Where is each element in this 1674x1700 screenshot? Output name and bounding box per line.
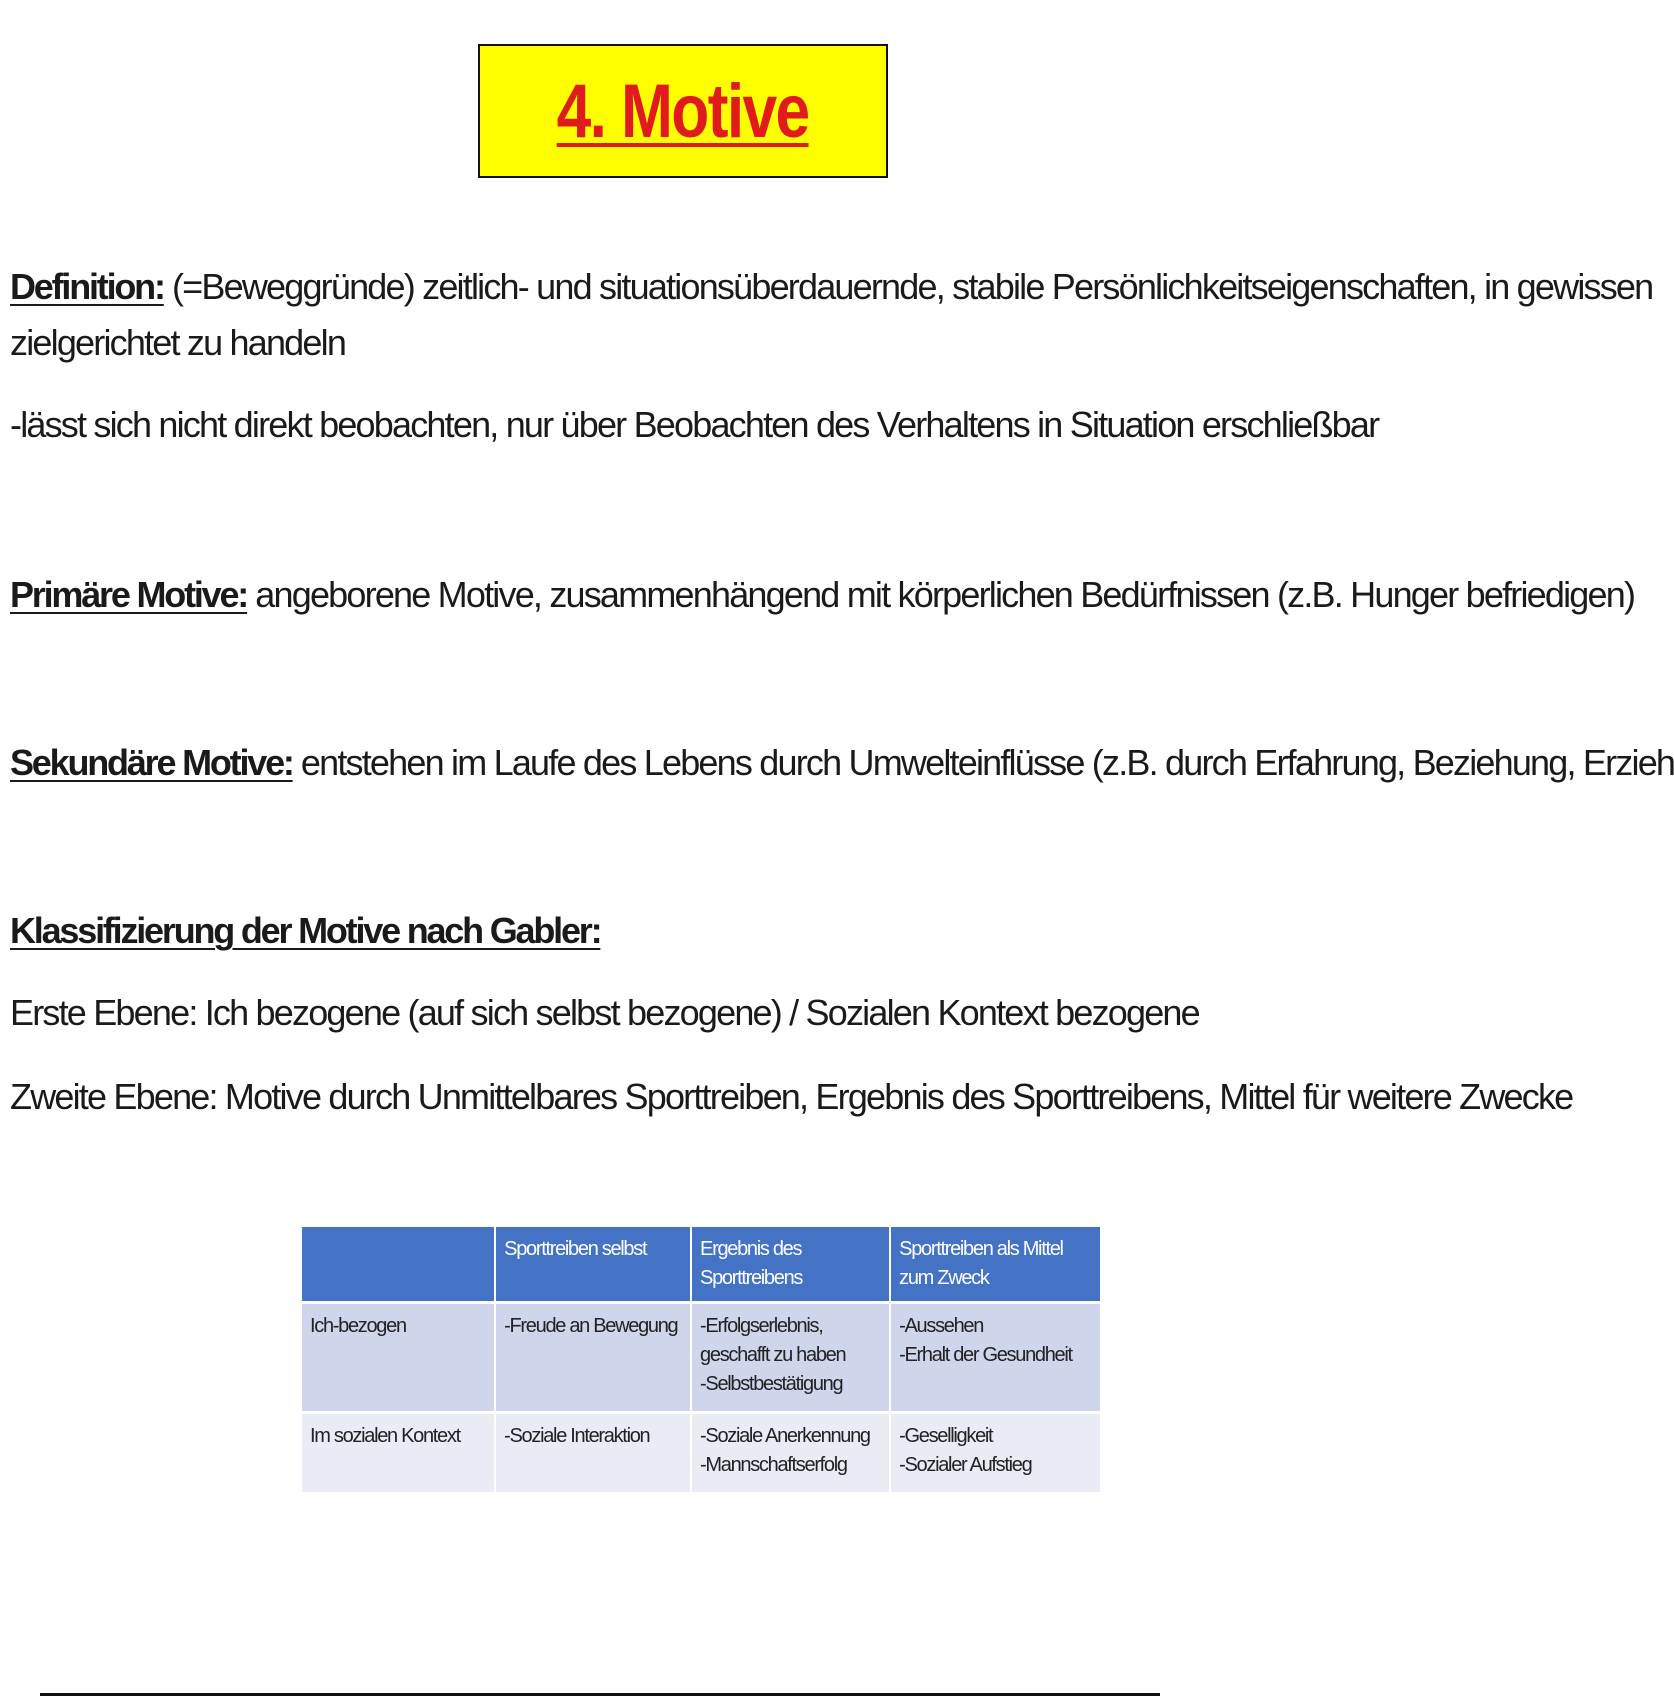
definition-line-2: zielgerichtet zu handeln: [10, 322, 346, 363]
cell-item: -Soziale Anerkennung: [700, 1425, 870, 1447]
table-header-cell: Sporttreiben selbst: [496, 1227, 692, 1304]
table-cell: [692, 1414, 891, 1495]
page-title: 4. Motive: [557, 68, 809, 154]
cell-item: -Geselligkeit: [899, 1425, 993, 1447]
primary-motives-label: Primäre Motive:: [10, 574, 248, 615]
cell-item: -Freude an Bewegung: [504, 1315, 678, 1337]
table-header-cell: [302, 1227, 496, 1304]
table-header-cell: Sporttreiben als Mittel zum Zweck: [891, 1227, 1102, 1304]
cell-item: -Selbstbestätigung: [700, 1373, 843, 1395]
secondary-motives-line: [10, 742, 1674, 783]
bottom-divider: [40, 1693, 1160, 1696]
table-header-cell: Ergebnis des Sporttreibens: [692, 1227, 891, 1304]
cell-item: -Sozialer Aufstieg: [899, 1454, 1032, 1476]
table-header-row: [302, 1227, 1102, 1304]
classification-heading-text: Klassifizierung der Motive nach Gabler:: [10, 910, 601, 951]
classification-level-2: Zweite Ebene: Motive durch Unmittelbares Sporttreiben, Ergebnis des Sporttreibens, Mittel für weitere Zwecke: [10, 1076, 1573, 1117]
definition-line: [10, 266, 1652, 307]
definition-note: -lässt sich nicht direkt beobachten, nur über Beobachten des Verhaltens in Situation erschließbar: [10, 404, 1379, 445]
row-label: Ich-bezogen: [302, 1304, 496, 1414]
cell-item: -Erhalt der Gesundheit: [899, 1344, 1072, 1366]
classification-level-1: Erste Ebene: Ich bezogene (auf sich selbst bezogene) / Sozialen Kontext bezogene: [10, 992, 1199, 1033]
table-cell: [891, 1304, 1102, 1414]
table-row: [302, 1414, 1102, 1495]
secondary-motives-label: Sekundäre Motive:: [10, 742, 293, 783]
cell-item: -Mannschaftserfolg: [700, 1454, 847, 1476]
cell-item: -Soziale Interaktion: [504, 1425, 650, 1447]
cell-item: -Aussehen: [899, 1315, 984, 1337]
definition-text: (=Beweggründe) zeitlich- und situationsüberdauernde, stabile Persönlichkeitseigenschaften, in gewissen: [163, 266, 1653, 307]
title-box: [478, 44, 888, 178]
table-cell: [692, 1304, 891, 1414]
definition-label: Definition:: [10, 266, 164, 307]
primary-motives-line: [10, 574, 1634, 615]
classification-heading: [10, 910, 600, 951]
primary-motives-text: angeborene Motive, zusammenhängend mit körperlichen Bedürfnissen (z.B. Hunger befriedigen): [247, 574, 1635, 615]
cell-item: -Erfolgserlebnis, geschafft zu haben: [700, 1315, 846, 1366]
motive-classification-table: [302, 1227, 1102, 1495]
row-label: Im sozialen Kontext: [302, 1414, 496, 1495]
table-cell: [496, 1414, 692, 1495]
secondary-motives-text: entstehen im Laufe des Lebens durch Umwelteinflüsse (z.B. durch Erfahrung, Beziehung, Erzieh: [292, 742, 1674, 783]
table-cell: [891, 1414, 1102, 1495]
table-row: [302, 1304, 1102, 1414]
table-cell: [496, 1304, 692, 1414]
